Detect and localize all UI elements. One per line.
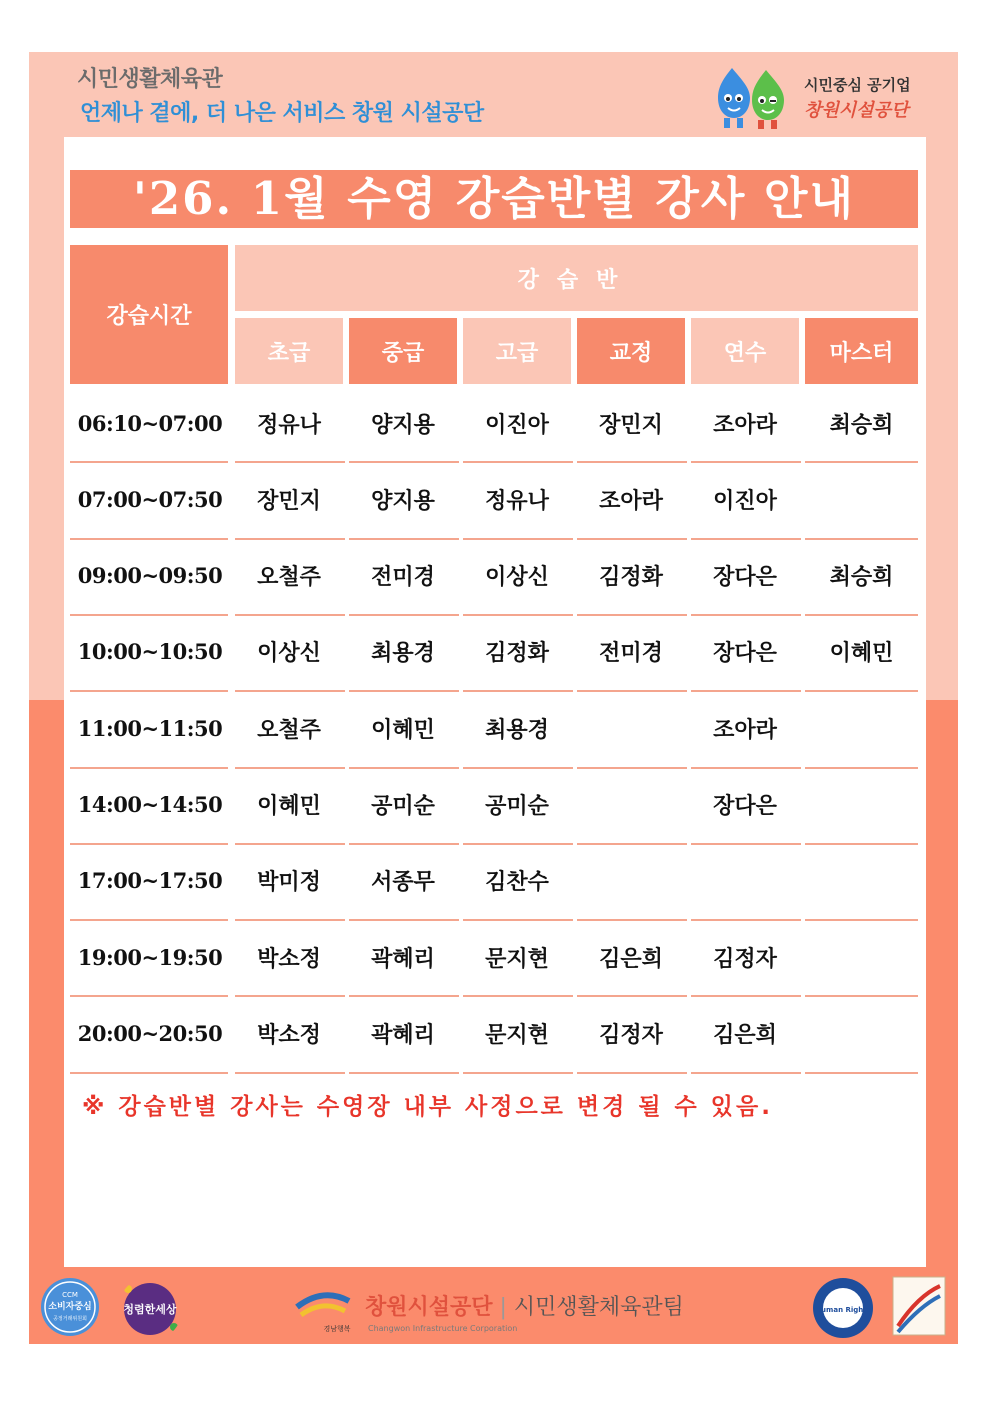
instructor-cell-advanced: 김찬수 <box>485 869 549 896</box>
instructor-cell-training: 장다은 <box>713 640 777 667</box>
instructor-cell-intermediate: 공미순 <box>371 793 435 819</box>
instructor-cell-training: 조아라 <box>713 716 777 743</box>
instructor-cell-intermediate: 최용경 <box>371 640 435 667</box>
instructor-cell-correction <box>577 691 685 765</box>
instructor-cell-advanced: 최용경 <box>485 716 549 743</box>
instructor-cell-master: 최승희 <box>829 411 894 438</box>
instructor-cell-intermediate: 곽혜리 <box>371 945 435 972</box>
org-name: 시민생활체육관 <box>77 67 223 92</box>
row-divider <box>577 1072 687 1074</box>
instructor-cell-correction: 김은희 <box>599 945 663 972</box>
instructor-cell-correction: 김정화 <box>599 564 663 591</box>
instructor-cell-training: 장다은 <box>713 793 777 819</box>
instructor-cell-correction: 김정자 <box>599 1021 663 1048</box>
time-slot-cell: 09:00~09:50 <box>77 563 223 589</box>
ccm-badge-sub: 공정거래위원회 <box>53 1316 87 1322</box>
instructor-cell-intermediate: 전미경 <box>371 564 435 591</box>
instructor-cell-advanced: 공미순 <box>485 793 549 819</box>
row-divider <box>349 1072 459 1074</box>
footer-corporation-team: 창원시설공단 | 시민생활체육관팀 <box>365 1294 684 1320</box>
instructor-cell-master: 이혜민 <box>829 640 894 667</box>
time-slot-cell: 19:00~19:50 <box>77 944 223 970</box>
instructor-cell-beginner: 박소정 <box>257 945 321 972</box>
time-slot-cell: 20:00~20:50 <box>77 1020 223 1046</box>
row-divider <box>805 1072 918 1074</box>
instructor-cell-advanced: 정유나 <box>485 487 549 514</box>
time-slot-cell: 11:00~11:50 <box>77 715 223 741</box>
level-header-correction: 교정 <box>577 318 685 384</box>
instructor-cell-intermediate: 양지용 <box>371 411 435 438</box>
time-slot-cell: 06:10~07:00 <box>77 410 223 436</box>
instructor-cell-master: 최승희 <box>829 564 894 591</box>
instructor-cell-training: 조아라 <box>713 411 777 438</box>
time-slot-cell: 07:00~07:50 <box>77 486 223 512</box>
instructor-cell-beginner: 박미정 <box>257 869 321 896</box>
ccm-badge-top: CCM <box>62 1291 78 1299</box>
instructor-cell-training: 이진아 <box>713 487 777 514</box>
level-header-master: 마스터 <box>805 318 918 384</box>
instructor-cell-correction: 전미경 <box>599 640 663 667</box>
instructor-cell-advanced: 김정화 <box>485 640 549 667</box>
integrity-badge-text: 청렴한세상 <box>123 1303 177 1316</box>
instructor-cell-training: 김정자 <box>713 945 777 972</box>
mascot-logo <box>712 64 788 130</box>
corp-tag: 시민중심 공기업 <box>804 76 911 94</box>
class-group-header: 강습반 <box>235 245 918 311</box>
instructor-cell-intermediate: 곽혜리 <box>371 1021 435 1048</box>
ccm-badge-main: 소비자중심 <box>48 1302 92 1312</box>
level-header-advanced: 고급 <box>463 318 571 384</box>
instructor-cell-beginner: 박소정 <box>257 1021 321 1048</box>
row-divider <box>70 1072 228 1074</box>
instructor-cell-master <box>805 768 918 842</box>
time-slot-cell: 17:00~17:50 <box>77 868 223 894</box>
instructor-cell-beginner: 오철주 <box>257 716 321 743</box>
level-header-training: 연수 <box>691 318 799 384</box>
footer-team: 시민생활체육관팀 <box>513 1295 684 1320</box>
instructor-cell-advanced: 이진아 <box>485 411 549 438</box>
ccm-badge-icon <box>40 1277 100 1337</box>
footer-brand: 창원시설공단 <box>365 1294 493 1320</box>
instructor-cell-intermediate: 이혜민 <box>371 716 435 743</box>
instructor-cell-master <box>805 691 918 765</box>
level-header-beginner: 초급 <box>235 318 343 384</box>
corp-signature: 창원시설공단 <box>804 100 909 121</box>
instructor-cell-training <box>691 844 799 918</box>
row-divider <box>691 1072 801 1074</box>
time-column-header: 강습시간 <box>70 245 228 384</box>
notice-text: ※ 강습반별 강사는 수영장 내부 사정으로 변경 될 수 있음. <box>82 1094 773 1120</box>
human-rights-badge-text: Human Rights <box>815 1306 871 1314</box>
slogan: 언제나 곁에, 더 나은 서비스 창원 시설공단 <box>80 101 484 126</box>
instructor-cell-master <box>805 996 918 1070</box>
instructor-cell-intermediate: 양지용 <box>371 487 435 514</box>
instructor-cell-beginner: 이혜민 <box>257 793 321 819</box>
corporation-logo-caption: 경남행복 <box>323 1325 351 1333</box>
instructor-cell-master <box>805 920 918 994</box>
row-divider <box>235 1072 345 1074</box>
human-rights-badge-icon <box>812 1277 874 1339</box>
instructor-cell-correction <box>577 844 685 918</box>
title-bar <box>70 170 918 228</box>
instructor-cell-beginner: 장민지 <box>257 487 321 514</box>
instructor-cell-master <box>805 844 918 918</box>
time-slot-cell: 10:00~10:50 <box>77 639 223 665</box>
row-divider <box>463 1072 573 1074</box>
instructor-cell-correction <box>577 768 685 842</box>
footer-brand-english: Changwon Infrastructure Corporation <box>368 1324 518 1333</box>
certification-mark-icon <box>892 1276 946 1336</box>
instructor-cell-advanced: 문지현 <box>485 1021 549 1048</box>
instructor-cell-correction: 조아라 <box>599 487 663 514</box>
instructor-cell-advanced: 문지현 <box>485 945 549 972</box>
instructor-cell-training: 김은희 <box>713 1021 777 1048</box>
corporation-logo-icon <box>293 1285 353 1335</box>
integrity-badge-icon <box>118 1277 182 1341</box>
level-header-intermediate: 중급 <box>349 318 457 384</box>
instructor-cell-beginner: 이상신 <box>257 640 321 667</box>
time-slot-cell: 14:00~14:50 <box>77 792 223 817</box>
instructor-cell-intermediate: 서종무 <box>371 869 435 896</box>
instructor-cell-master <box>805 462 918 536</box>
instructor-cell-correction: 장민지 <box>599 411 663 438</box>
instructor-cell-beginner: 오철주 <box>257 564 321 591</box>
page-title: '26. 1월 수영 강습반별 강사 안내 <box>133 172 855 225</box>
instructor-cell-training: 장다은 <box>713 564 777 591</box>
instructor-cell-beginner: 정유나 <box>257 411 321 438</box>
instructor-cell-advanced: 이상신 <box>485 564 549 591</box>
